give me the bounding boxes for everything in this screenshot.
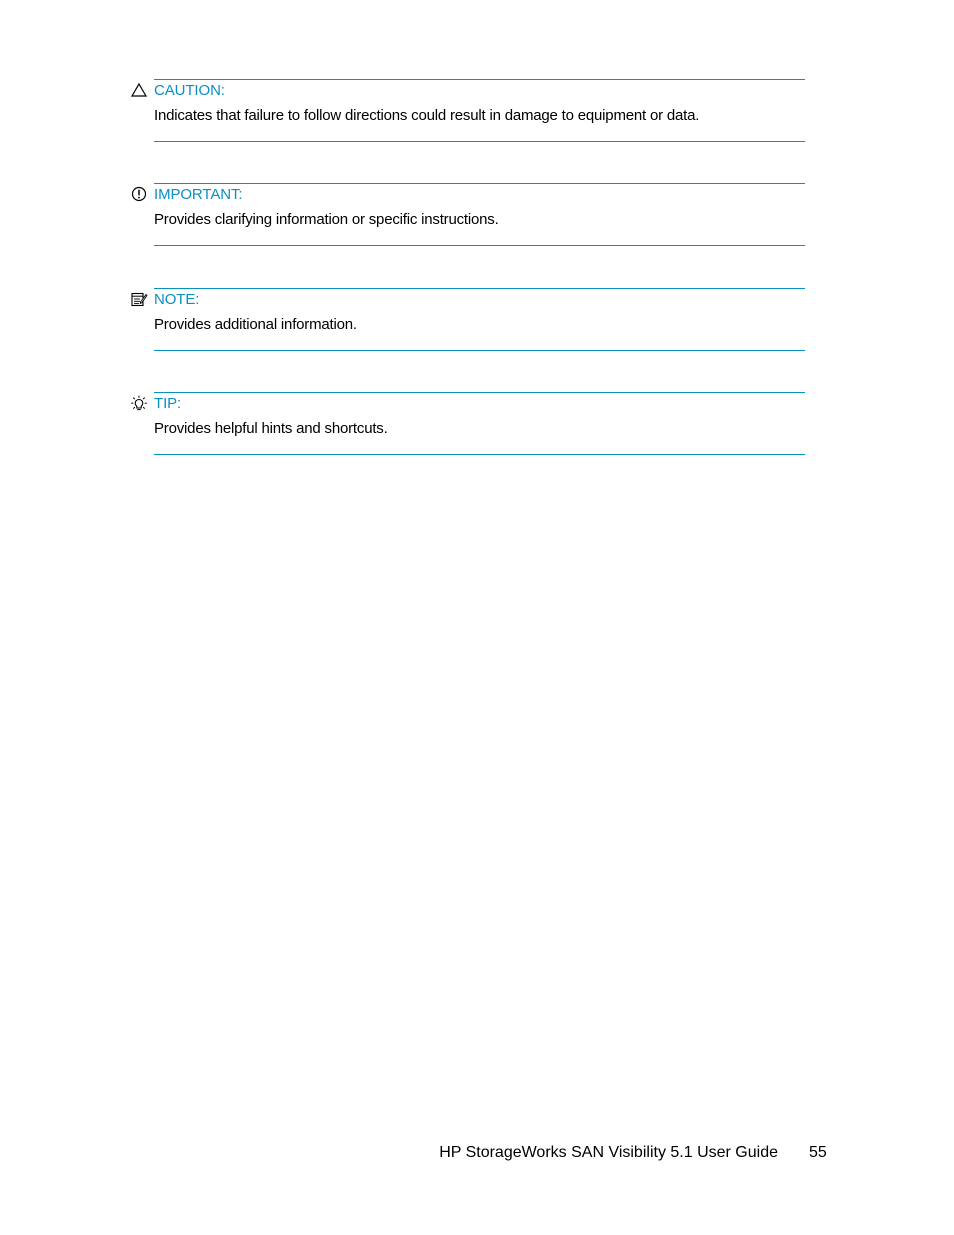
caution-label: CAUTION: bbox=[154, 82, 225, 99]
tip-lightbulb-icon bbox=[130, 395, 148, 411]
notice-rule-bottom bbox=[154, 245, 805, 246]
notice-rule-top bbox=[154, 183, 805, 184]
notice-rule-top bbox=[154, 288, 805, 289]
notice-rule-bottom bbox=[154, 454, 805, 455]
footer-page-number: 55 bbox=[809, 1144, 827, 1161]
note-notice bbox=[130, 288, 806, 352]
tip-notice bbox=[130, 392, 806, 456]
notice-rule-top bbox=[154, 79, 805, 80]
note-label: NOTE: bbox=[154, 291, 200, 308]
important-text: Provides clarifying information or specific instructions. bbox=[154, 211, 499, 228]
important-exclamation-icon bbox=[130, 186, 148, 202]
notice-rule-bottom bbox=[154, 141, 805, 142]
important-notice bbox=[130, 183, 806, 247]
note-pad-icon bbox=[130, 291, 148, 307]
notice-rule-top bbox=[154, 392, 805, 393]
caution-text: Indicates that failure to follow directions could result in damage to equipment or data. bbox=[154, 107, 700, 124]
caution-triangle-icon bbox=[130, 82, 148, 98]
page-footer bbox=[0, 1143, 954, 1163]
tip-label: TIP: bbox=[154, 395, 182, 412]
notice-rule-bottom bbox=[154, 350, 805, 351]
footer-doc-title: HP StorageWorks SAN Visibility 5.1 User Guide bbox=[439, 1144, 778, 1161]
note-text: Provides additional information. bbox=[154, 316, 357, 333]
important-label: IMPORTANT: bbox=[154, 186, 243, 203]
tip-text: Provides helpful hints and shortcuts. bbox=[154, 420, 388, 437]
caution-notice bbox=[130, 79, 806, 143]
